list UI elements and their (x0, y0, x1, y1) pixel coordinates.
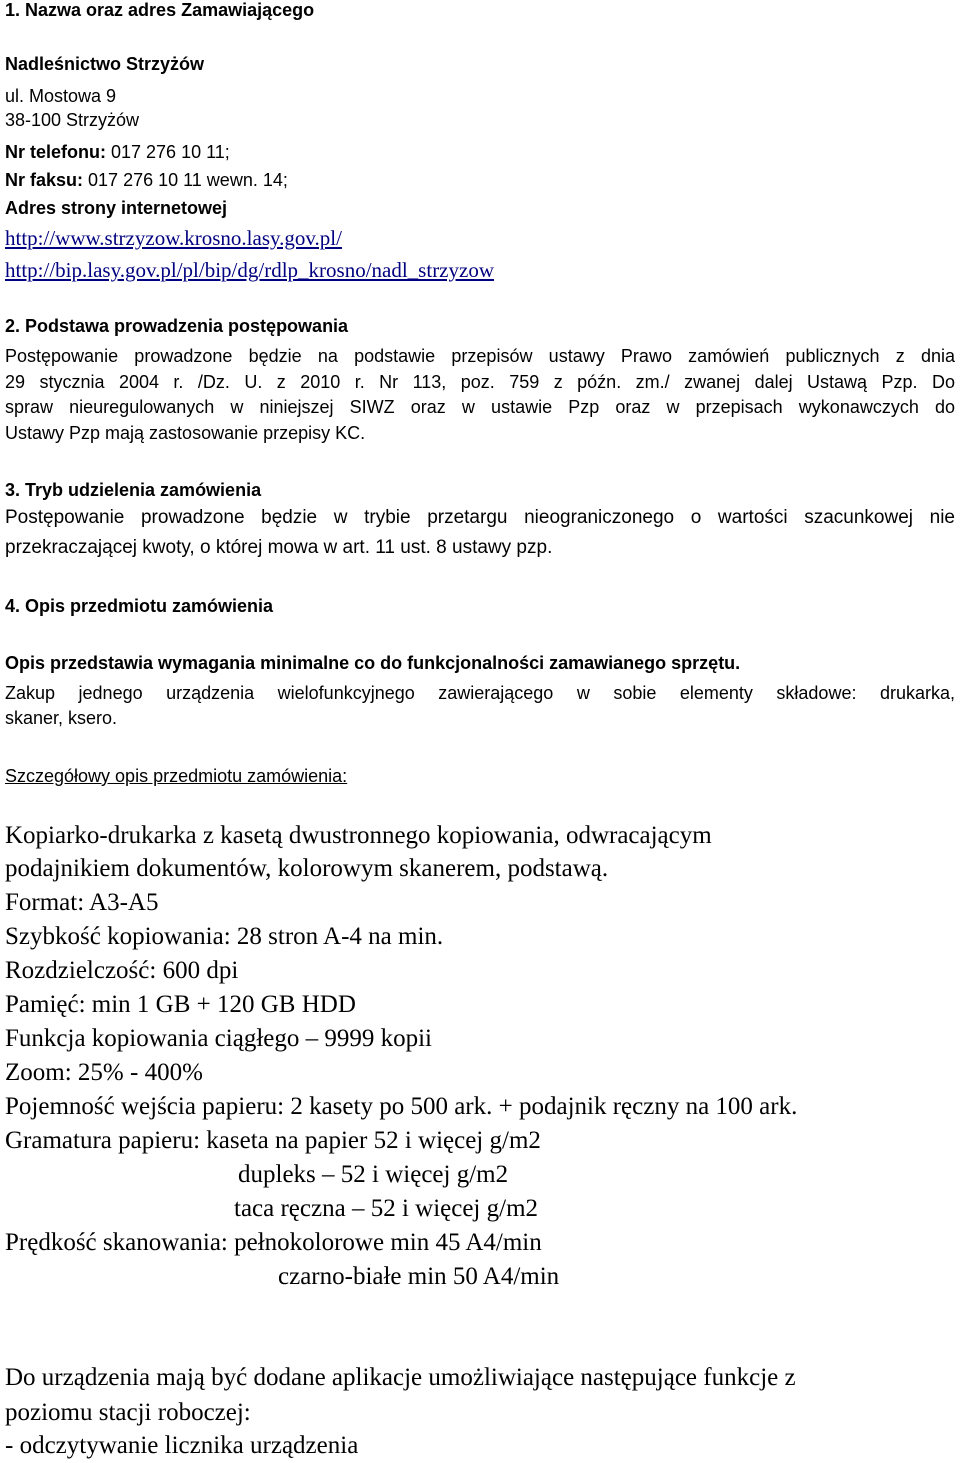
spec-format: Format: A3-A5 (5, 889, 159, 916)
section-3-heading: 3. Tryb udzielenia zamówienia (5, 480, 262, 500)
section-3-line-2: przekraczającej kwoty, o której mowa w art. 11 ust. 8 ustawy pzp. (5, 537, 553, 558)
website-label: Adres strony internetowej (5, 198, 228, 218)
spec-resolution: Rozdzielczość: 600 dpi (5, 957, 239, 984)
spec-line-1: Kopiarko-drukarka z kasetą dwustronnego kopiowania, odwracającym (5, 822, 712, 849)
spec-manual-tray: taca ręczna – 52 i więcej g/m2 (234, 1195, 539, 1222)
phone-line (5, 142, 230, 163)
spec-scan-bw: czarno-białe min 50 A4/min (278, 1263, 560, 1290)
contractor-name: Nadleśnictwo Strzyżów (5, 54, 205, 74)
fax-line (5, 170, 288, 191)
section-2-line-3: spraw nieuregulowanych w niniejszej SIWZ oraz w ustawie Pzp oraz w przepisach wykonawczych do (5, 397, 955, 417)
spec-paper-input: Pojemność wejścia papieru: 2 kasety po 500 ark. + podajnik ręczny na 100 ark. (5, 1093, 798, 1120)
section-2-line-1: Postępowanie prowadzone będzie na podstawie przepisów ustawy Prawo zamówień publicznych z dnia (5, 346, 955, 366)
section-4-heading: 4. Opis przedmiotu zamówienia (5, 596, 274, 616)
apps-line-3: - odczytywanie licznika urządzenia (5, 1432, 359, 1459)
spec-duplex: dupleks – 52 i więcej g/m2 (238, 1161, 509, 1188)
section-2-line-4: Ustawy Pzp mają zastosowanie przepisy KC. (5, 423, 366, 443)
spec-line-2: podajnikiem dokumentów, kolorowym skanerem, podstawą. (5, 855, 609, 882)
bip-link[interactable]: http://bip.lasy.gov.pl/pl/bip/dg/rdlp_krosno/nadl_strzyzow (5, 258, 494, 282)
website-link[interactable]: http://www.strzyzow.krosno.lasy.gov.pl/ (5, 226, 342, 250)
spec-continuous-copy: Funkcja kopiowania ciągłego – 9999 kopii (5, 1025, 433, 1052)
phone-label: Nr telefonu: (5, 142, 106, 162)
detail-description-label: Szczegółowy opis przedmiotu zamówienia: (5, 766, 348, 786)
apps-line-1: Do urządzenia mają być dodane aplikacje umożliwiające następujące funkcje z (5, 1364, 796, 1391)
section-2-heading: 2. Podstawa prowadzenia postępowania (5, 316, 349, 336)
spec-scan-speed: Prędkość skanowania: pełnokolorowe min 45 A4/min (5, 1229, 542, 1256)
contractor-street: ul. Mostowa 9 (5, 86, 117, 106)
section-3-line-1: Postępowanie prowadzone będzie w trybie przetargu nieograniczonego o wartości szacunkowej nie (5, 507, 955, 528)
bip-link-line (5, 258, 494, 283)
website-link-line (5, 226, 342, 251)
section-2-line-2: 29 stycznia 2004 r. /Dz. U. z 2010 r. Nr 113, poz. 759 z późn. zm./ zwanej dalej Ustawą Pzp. Do (5, 372, 955, 392)
contractor-city: 38-100 Strzyżów (5, 110, 140, 130)
apps-line-2: poziomu stacji roboczej: (5, 1399, 251, 1426)
section-4-subheading: Opis przedstawia wymagania minimalne co do funkcjonalności zamawianego sprzętu. (5, 653, 741, 673)
spec-zoom: Zoom: 25% - 400% (5, 1059, 203, 1086)
spec-memory: Pamięć: min 1 GB + 120 GB HDD (5, 991, 356, 1018)
spec-copy-speed: Szybkość kopiowania: 28 stron A-4 na min. (5, 923, 444, 950)
section-4-line-2: skaner, ksero. (5, 708, 118, 728)
phone-value: 017 276 10 11; (106, 142, 230, 162)
fax-value: 017 276 10 11 wewn. 14; (83, 170, 288, 190)
section-4-line-1: Zakup jednego urządzenia wielofunkcyjnego zawierającego w sobie elementy składowe: drukarka, (5, 683, 955, 703)
section-1-heading: 1. Nazwa oraz adres Zamawiającego (5, 0, 315, 20)
spec-paper-weight: Gramatura papieru: kaseta na papier 52 i więcej g/m2 (5, 1127, 541, 1154)
fax-label: Nr faksu: (5, 170, 84, 190)
